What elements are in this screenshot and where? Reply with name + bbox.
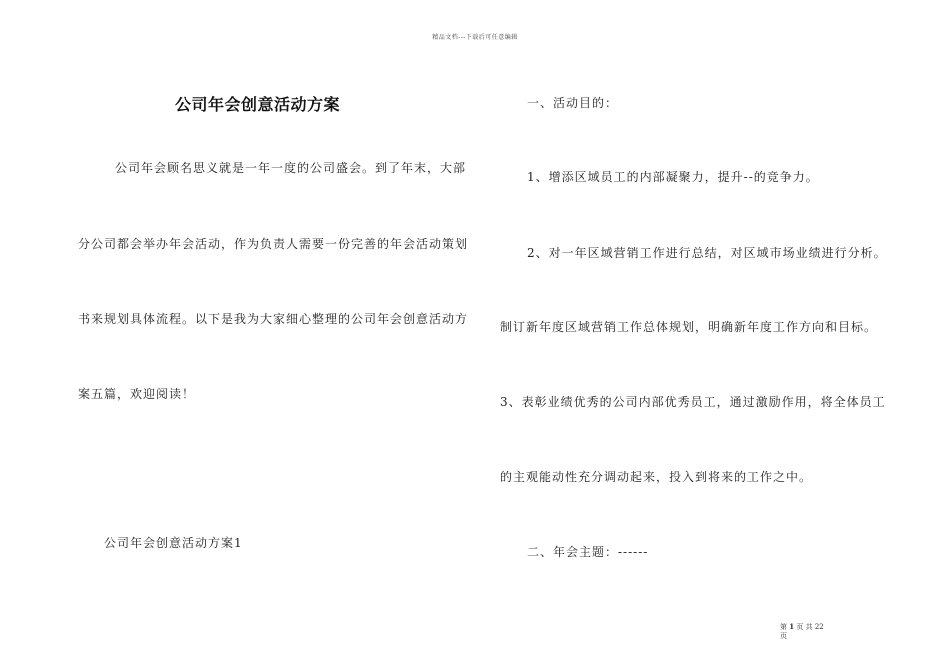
document-title: 公司年会创意活动方案 xyxy=(175,95,341,114)
paragraph-line: 书来规划具体流程。以下是我为大家细心整理的公司年会创意活动方 xyxy=(78,312,469,326)
footer-middle: 页 共 xyxy=(796,623,813,631)
header-note: 精品文档---下载后可任意编辑 xyxy=(432,34,518,41)
content-line: 1、增添区域员工的内部凝聚力，提升--的竞争力。 xyxy=(527,170,819,184)
content-line: 2、对一年区域营销工作进行总结，对区域市场业绩进行分析。 xyxy=(527,246,887,260)
footer-prefix: 第 xyxy=(780,623,787,631)
page-total: 22 xyxy=(814,623,824,631)
content-line: 3、表彰业绩优秀的公司内部优秀员工，通过激励作用，将全体员工 xyxy=(500,395,886,409)
page-footer xyxy=(780,622,824,641)
page-number: 1 xyxy=(789,622,795,631)
footer-suffix: 页 xyxy=(780,632,787,640)
paragraph-line: 分公司都会举办年会活动，作为负责人需要一份完善的年会活动策划 xyxy=(78,237,469,251)
section-heading: 二、年会主题：------ xyxy=(527,545,649,559)
paragraph-line: 案五篇，欢迎阅读！ xyxy=(78,387,196,401)
subheading: 公司年会创意活动方案1 xyxy=(104,536,243,550)
content-line: 的主观能动性充分调动起来，投入到将来的工作之中。 xyxy=(500,470,813,484)
section-heading: 一、活动目的： xyxy=(527,96,619,110)
paragraph-line: 公司年会顾名思义就是一年一度的公司盛会。到了年末，大部 xyxy=(115,161,467,175)
content-line: 制订新年度区域营销工作总体规划，明确新年度工作方向和目标。 xyxy=(500,320,878,334)
